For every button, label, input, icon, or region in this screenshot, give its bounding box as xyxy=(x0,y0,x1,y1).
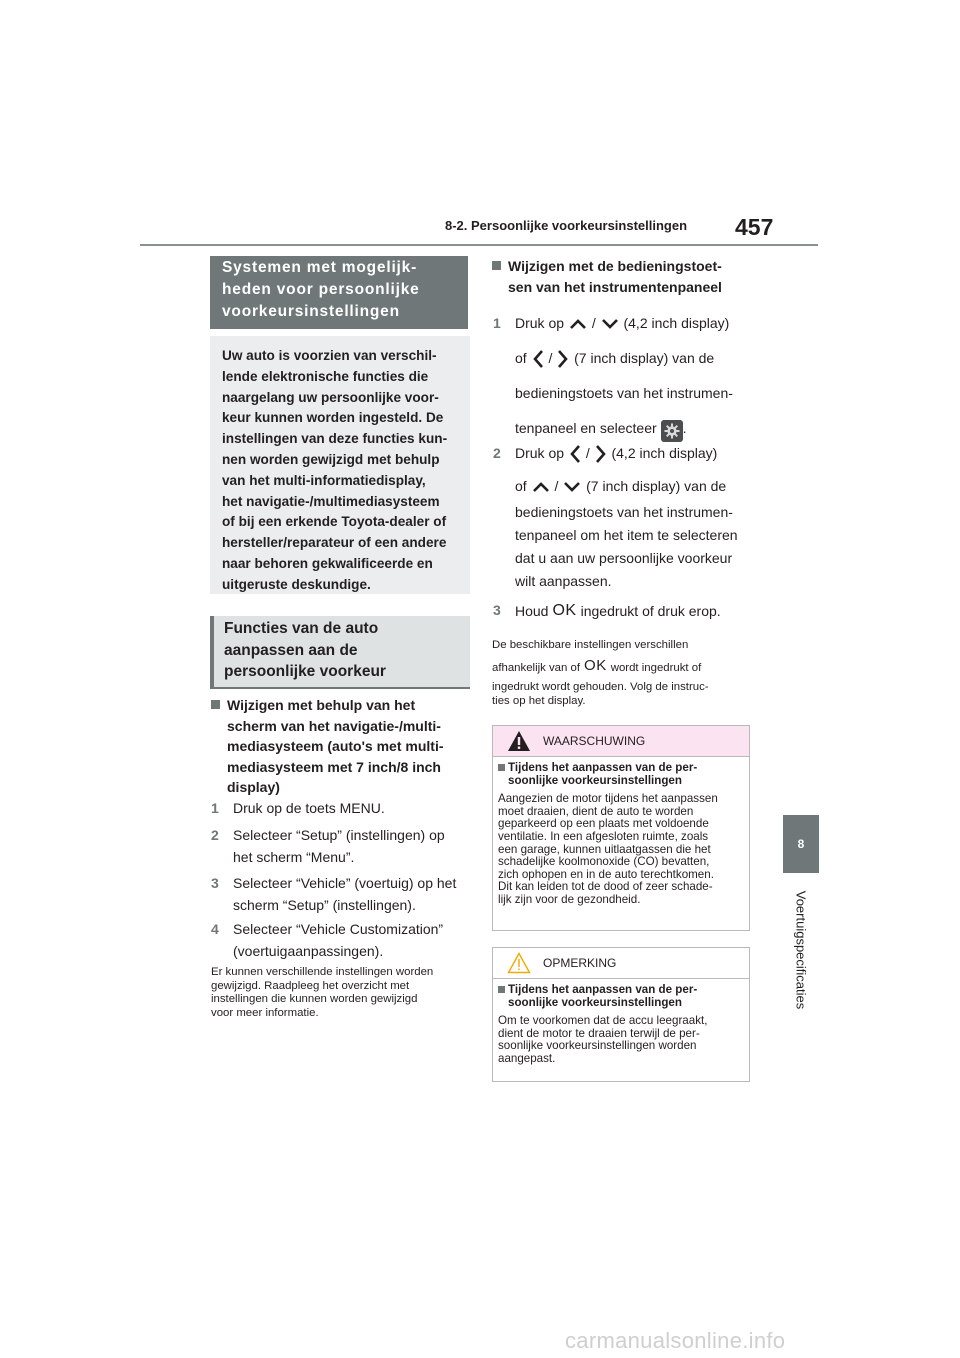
warning-header xyxy=(493,726,749,757)
heading-systems: Systemen met mogelijk- heden voor persoonlijke voorkeursinstellingen xyxy=(210,256,468,329)
watermark: carmanualsonline.info xyxy=(565,1328,786,1353)
heading-customize: Functies van de auto aanpassen aan de persoonlijke voorkeur xyxy=(210,616,470,689)
subheading-navigation: Wijzigen met behulp van het scherm van het navigatie-/multi- mediasysteem (auto's met multi- mediasysteem met 7 inch/8 inch display) xyxy=(211,695,473,798)
ok-icon: OK xyxy=(552,602,577,619)
warning-title: WAARSCHUWING xyxy=(543,734,646,748)
notice-title: OPMERKING xyxy=(543,956,617,970)
info-note: De beschikbare instellingen verschillen afhankelijk van of OK wordt ingedrukt of ingedrukt wordt gehouden. Volg de instruc- ties op het display. xyxy=(492,639,709,707)
chevron-up-icon xyxy=(568,317,588,331)
chevron-left-icon xyxy=(531,348,545,370)
step-item: 1 Druk op de toets MENU. xyxy=(211,800,385,816)
header-divider xyxy=(140,244,818,246)
warning-box xyxy=(492,725,750,931)
bullet-square xyxy=(211,700,220,709)
chapter-tab xyxy=(783,815,819,873)
step-item: 2 Druk op / (4,2 inch display) of / (7 inch display) van de bedieningstoets van het instrumen- tenpaneel om het item te selecteren dat u aan uw persoonlijke voorkeur wilt aanpassen. xyxy=(493,445,738,589)
notice-header xyxy=(493,948,749,979)
chevron-down-icon xyxy=(562,480,582,494)
notice-subheading: Tijdens het aanpassen van de per- soonlijke voorkeursinstellingen xyxy=(498,984,743,1009)
step-item: 4 Selecteer “Vehicle Customization” (voertuigaanpassingen). xyxy=(211,921,444,959)
bullet-square xyxy=(492,261,501,270)
ok-icon: OK xyxy=(584,657,607,674)
step-item: 3 Selecteer “Vehicle” (voertuig) op het scherm “Setup” (instellingen). xyxy=(211,875,457,913)
chevron-up-icon xyxy=(531,480,551,494)
caution-triangle-icon xyxy=(507,952,531,974)
info-note: Er kunnen verschillende instellingen worden gewijzigd. Raadpleeg het overzicht met instellingen die kunnen worden gewijzigd voor meer informatie. xyxy=(211,966,434,1019)
step-item: 1 Druk op / (4,2 inch display) of / (7 inch display) van de bedieningstoets van het instrumen- tenpaneel en selecteer . xyxy=(493,306,755,446)
chapter-label xyxy=(780,880,822,1020)
intro-paragraph: Uw auto is voorzien van verschil- lende elektronische functies die naargelang uw persoonlijke voor- keur kunnen worden ingesteld. De instellingen van deze functies kun- nen worden gewijzigd met behulp van het multi-informatiedisplay, het navigatie-/multimediasysteem of bij een erkende Toyota-dealer of hersteller/reparateur of een andere naar behoren gekwalificeerde en uitgeruste deskundige. xyxy=(210,336,470,594)
chevron-right-icon xyxy=(556,348,570,370)
warning-triangle-icon xyxy=(507,730,531,752)
page-number: 457 xyxy=(735,214,774,240)
step-item: 3 Houd OK ingedrukt of druk erop. xyxy=(493,602,721,619)
chapter-number: 8 xyxy=(797,837,805,851)
notice-box xyxy=(492,947,750,1082)
chevron-right-icon xyxy=(594,443,608,465)
subheading-instrument-panel: Wijzigen met de bedieningstoet- sen van het instrumentenpaneel xyxy=(492,256,752,297)
chevron-left-icon xyxy=(568,443,582,465)
chevron-down-icon xyxy=(600,317,620,331)
warning-subheading: Tijdens het aanpassen van de per- soonlijke voorkeursinstellingen xyxy=(498,762,743,787)
notice-content: Tijdens het aanpassen van de per- soonlijke voorkeursinstellingen Om te voorkomen dat de accu leegraakt, dient de motor te draaien terwijl de per- soonlijke voorkeursinstellingen worden aangepast. xyxy=(493,979,749,1066)
chapter-label-text: Voertuigspecificaties xyxy=(793,890,809,1010)
warning-content: Tijdens het aanpassen van de per- soonlijke voorkeursinstellingen Aangezien de motor tijdens het aanpassen moet draaien, dient de auto te worden geparkeerd op een plaats met voldoende ventilatie. In een afgesloten ruimte, zoals een garage, kunnen uitlaatgassen die het schadelijke koolmonoxide (CO) bevatten, zich ophopen en in de auto terechtkomen. Dit kan leiden tot de dood of zeer schade- lijk zijn voor de gezondheid. xyxy=(493,757,749,907)
step-item: 2 Selecteer “Setup” (instellingen) op het scherm “Menu”. xyxy=(211,827,445,865)
section-title: 8-2. Persoonlijke voorkeursinstellingen xyxy=(445,218,688,233)
